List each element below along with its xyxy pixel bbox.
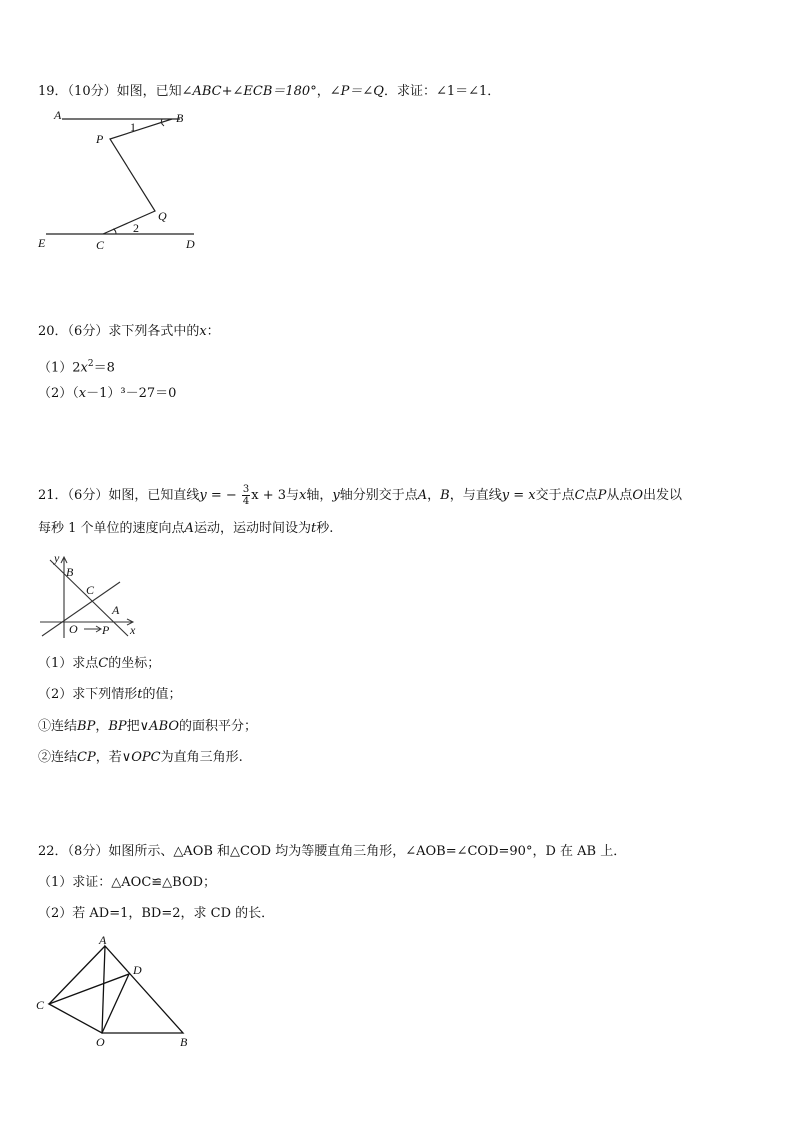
q21-sub2 xyxy=(38,687,182,703)
q20-part1-exp: 2 xyxy=(87,359,94,369)
q21-mid2: 轴， xyxy=(306,488,333,503)
q21-sub2-t: t xyxy=(137,687,143,702)
q19-figure xyxy=(34,106,214,256)
q21-fraction xyxy=(242,484,250,507)
q20-part2 xyxy=(38,386,176,402)
q21-y: y xyxy=(199,488,207,503)
q21-case2 xyxy=(38,750,243,766)
q19-cond2: ∠P＝∠Q xyxy=(329,84,384,99)
q22-segment-ac xyxy=(49,946,105,1004)
q21-fig-y: y xyxy=(54,551,60,565)
q21-mid4: ，与直线 xyxy=(449,488,502,503)
q20-stem-text: 20．（6分）求下列各式中的 xyxy=(38,324,200,339)
q21-case2-cp: CP xyxy=(77,750,96,765)
q22-sub1: （1）求证：△AOC≌△BOD； xyxy=(38,875,217,890)
q21-figure xyxy=(36,550,146,642)
q19-stem xyxy=(38,84,500,100)
q21-eq-lead: = − xyxy=(206,488,241,503)
q21-stem-line2 xyxy=(38,521,333,537)
q22-label-b: B xyxy=(180,1035,188,1049)
q20-stem xyxy=(38,324,220,340)
q21-point-c: C xyxy=(574,488,585,503)
q21-mid3: 轴分别交于点 xyxy=(339,488,418,503)
q21-frac-den: 4 xyxy=(242,496,250,507)
q21-line2-text2: 运动，运动时间设为 xyxy=(193,521,311,536)
q19-label-a: A xyxy=(54,108,62,122)
q20-part2-pre: （2）（ xyxy=(38,386,79,401)
q21-stem-pre: 21．（6分）如图，已知直线 xyxy=(38,488,200,503)
q21-stem-line1 xyxy=(38,484,682,507)
q21-sub1-post: 的坐标； xyxy=(108,656,161,671)
q20-part1-post: ＝8 xyxy=(93,360,115,376)
q20-part2-x: x xyxy=(78,386,87,401)
q20-part1-pre: （1）2 xyxy=(38,360,81,376)
q21-sub1-c: C xyxy=(98,656,109,671)
q21-case2-tri: ∨OPC xyxy=(121,750,161,765)
q21-case2-pre: ②连结 xyxy=(38,750,78,765)
q21-line-yx: y = x xyxy=(501,488,536,503)
q19-label-angle2: 2 xyxy=(133,221,139,235)
q21-point-o: O xyxy=(632,488,644,503)
q21-eq-tail: x + 3 xyxy=(251,488,287,503)
q21-mid6: 点 xyxy=(584,488,598,503)
q21-point-p: P xyxy=(597,488,607,503)
q22-figure xyxy=(30,932,205,1050)
q21-point-a2: A xyxy=(184,521,194,536)
q22-triangle-aob xyxy=(102,946,183,1033)
q20-var: x xyxy=(199,324,207,339)
q21-sub1 xyxy=(38,656,160,672)
q22-label-o: O xyxy=(96,1035,105,1049)
q21-mid5: 交于点 xyxy=(535,488,575,503)
q19-proof: ．求证：∠1＝∠1． xyxy=(383,84,501,99)
q21-sub2-pre: （2）求下列情形 xyxy=(38,687,138,702)
q21-sub2-post: 的值； xyxy=(142,687,182,702)
q21-fig-b: B xyxy=(66,565,74,579)
q20-part2-post: －1）³－27＝0 xyxy=(86,386,177,401)
q21-case1-pre: ①连结 xyxy=(38,719,78,734)
q21-t: t xyxy=(310,521,317,536)
q22-stem: 22．（8分）如图所示、△AOB 和△COD 均为等腰直角三角形，∠AOB=∠COD=90°，D 在 AB 上． xyxy=(38,844,627,859)
q22-label-d: D xyxy=(133,963,142,977)
q21-line2-end: 秒. xyxy=(316,521,334,536)
q20-stem-end: ： xyxy=(206,324,220,339)
q19-cond-sep: ， xyxy=(316,84,330,99)
q21-case1-bp2: BP xyxy=(108,719,127,734)
q21-fig-a: A xyxy=(112,603,120,617)
q21-case1-sep: ， xyxy=(95,719,109,734)
q19-number: 19．（10分）如图，已知 xyxy=(38,84,182,99)
q21-fig-x: x xyxy=(130,623,136,637)
q21-case1-post: 的面积平分； xyxy=(179,719,258,734)
q21-sub1-pre: （1）求点 xyxy=(38,656,99,671)
q21-sep: ， xyxy=(427,488,441,503)
q21-fig-c: C xyxy=(86,583,95,597)
q21-point-b: B xyxy=(440,488,450,503)
q22-label-a: A xyxy=(99,933,107,947)
q20-part1 xyxy=(38,356,115,376)
q19-cond1: ∠ABC+∠ECB＝180° xyxy=(181,84,317,99)
q21-line2-text: 每秒 1 个单位的速度向点 xyxy=(38,521,185,536)
q19-label-q: Q xyxy=(158,209,167,223)
q19-label-b: B xyxy=(176,111,184,125)
q21-case1-mid: 把 xyxy=(126,719,140,734)
q21-x-axis: x xyxy=(299,488,307,503)
q21-case1-bp: BP xyxy=(77,719,96,734)
q22-triangle-cod xyxy=(49,974,129,1033)
q19-label-angle1: 1 xyxy=(130,120,136,134)
q21-mid7: 从点 xyxy=(606,488,633,503)
q19-label-d: D xyxy=(186,237,195,251)
q21-y-axis: y xyxy=(332,488,340,503)
q21-case2-post: 为直角三角形. xyxy=(160,750,243,765)
q19-label-c: C xyxy=(96,238,105,252)
q21-fig-o: O xyxy=(69,622,78,636)
q21-case1-tri: ∨ABO xyxy=(139,719,180,734)
q21-mid8: 出发以 xyxy=(643,488,683,503)
q21-case1 xyxy=(38,719,257,735)
q21-point-a: A xyxy=(417,488,428,503)
q21-line-ab xyxy=(50,560,128,636)
q19-label-p: P xyxy=(96,132,104,146)
q22-label-c: C xyxy=(36,998,45,1012)
q21-case2-mid: ，若 xyxy=(95,750,122,765)
q22-sub2: （2）若 AD=1，BD=2，求 CD 的长． xyxy=(38,906,275,921)
q20-part1-x: x xyxy=(80,360,88,376)
q21-mid1: 与 xyxy=(286,488,300,503)
q21-frac-num: 3 xyxy=(242,484,250,495)
q19-label-e: E xyxy=(38,236,46,250)
q21-fig-p: P xyxy=(102,623,110,637)
